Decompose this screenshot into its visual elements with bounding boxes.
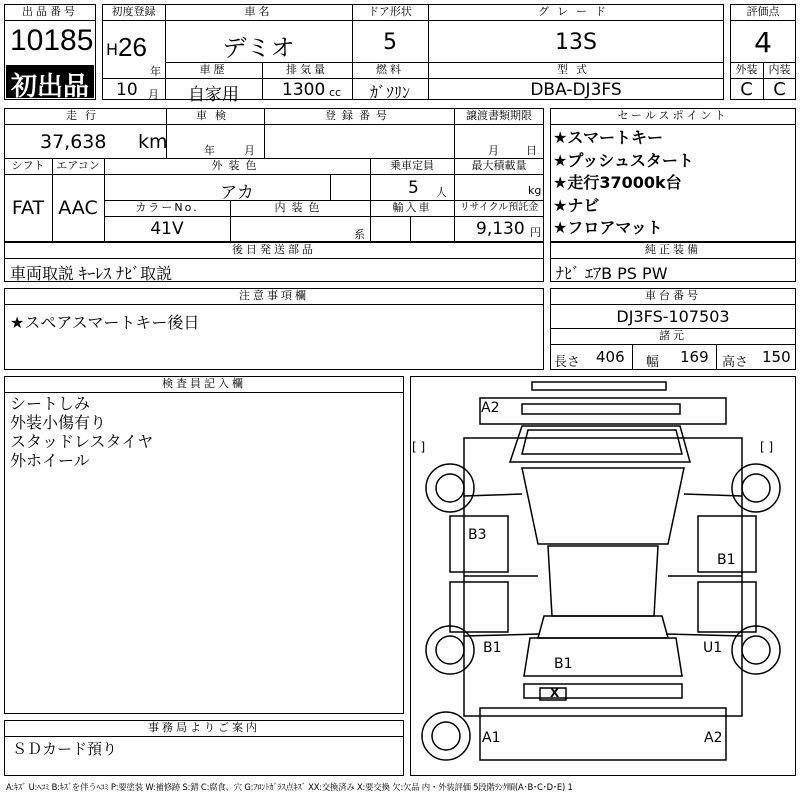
mark-x: X [550,686,560,700]
office-text: ＳＤカード預り [12,740,118,758]
hood [510,426,690,462]
kg-unit: kg [528,184,542,197]
import-label: 輸入車 [392,201,432,214]
inspector-note: 外ホイール [10,451,90,470]
right-rear-tire [732,626,780,674]
door-label: ドア形状 [368,5,412,18]
length-label: 長さ [554,355,581,370]
sales-points-list [553,127,694,240]
history-label: 車歴 [199,63,228,76]
height-value: 150 [762,348,791,366]
front-grille [522,404,680,414]
year-unit: 年 [150,65,161,78]
color-no-value: 41V [150,219,184,239]
capacity-value: 5 [408,178,419,198]
inspection-month-unit: 月 [244,144,255,157]
exterior-value: C [740,79,753,100]
km-unit: km [138,131,168,153]
interior-label: 内装 [768,63,791,76]
cabin [548,546,658,616]
displacement-value: 1300 [282,80,326,100]
transfer-day-unit: 日 [526,144,537,157]
fuel-label: 燃料 [376,63,404,76]
reg-no-label: 登録番号 [325,109,393,122]
inspector-notes [10,394,153,470]
car-name-label: 車名 [244,5,273,18]
inspector-label: 検査員記入欄 [162,377,246,390]
grade-value: 13S [555,30,597,55]
inspector-note: 外装小傷有り [10,413,107,432]
model-label: 型式 [557,63,595,76]
length-value: 406 [596,348,625,366]
spec-box [4,108,544,242]
sales-point-item: ★ナビ [553,195,600,215]
inspector-note: シートしみ [10,394,91,413]
shift-value: FAT [11,197,45,219]
mileage-value: 37,638 [40,131,107,153]
transfer-month-unit: 月 [488,144,499,157]
caution-label: 注意事項欄 [239,289,309,302]
car-diagram [410,376,796,776]
left-rear-door [450,582,508,632]
load-label: 最大積載量 [471,159,527,172]
equipment-text: ﾅﾋﾞ ｴｱB PS PW [556,264,668,283]
chassis-text: DJ3FS-107503 [616,307,730,326]
mark-b1-center: B1 [554,656,573,672]
width-label: 幅 [646,355,660,370]
left-front-wheel [436,474,464,502]
office-label: 事務局よりご案内 [148,721,260,734]
displacement-label: 排気量 [286,63,328,76]
later-parts-text: 車両取説 ｷｰﾚｽ ﾅﾋﾞ取説 [10,264,173,283]
sales-point-item: ★スマートキー [553,128,664,147]
sales-point-item: ★プッシュスタート [553,150,694,170]
mark-a1: A1 [482,730,501,746]
spare-tire [422,712,470,760]
mark-u1: U1 [703,640,723,656]
mark-b1-right: B1 [717,552,736,568]
kei-unit: 系 [354,228,365,241]
int-color-label: 内装色 [274,201,326,214]
car-name: デミオ [222,34,295,62]
sales-point-item: ★フロアマット [553,218,663,237]
grade-label: グレード [538,5,614,18]
ac-label: エアコン [56,159,100,172]
person-unit: 人 [436,186,447,199]
transfer-label: 譲渡書類期限 [466,109,532,122]
yen-unit: 円 [530,226,541,239]
lot-number-label: 出品番号 [22,5,78,18]
mileage-label: 走行 [66,109,104,122]
exterior-label: 外装 [735,63,758,76]
recycle-label: リサイクル預託金 [459,202,539,213]
front-bumper [480,398,726,424]
mark-a2-top: A2 [481,400,500,416]
rear-bumper [524,684,682,698]
chassis-label: 車台番号 [645,289,701,302]
trunk [524,638,682,676]
door-value: 5 [383,30,397,55]
left-rear-wheel [436,636,464,664]
legend-text: A:ｷｽﾞ U:ﾍｺﾐ B:ｷｽﾞを伴うﾍｺﾐ P:要塗装 W:補修跡 S:錆 C:腐食、穴 G:ﾌﾛﾝﾄｶﾞﾗｽ点ｷｽﾞ XX:交換済み X:要交換 欠:欠品 内・外装評価 5段階ﾗﾝｸ順(A･B･C･D･E) 1 [6,782,573,792]
left-front-tire [426,464,474,512]
color-no-label: カラーNo. [135,201,199,214]
width-value: 169 [680,348,709,366]
rear-window [538,616,668,638]
sales-point-item: ★走行37000k台 [553,173,682,192]
reg-era: H [106,40,119,59]
caution-text: ★スペアスマートキー後日 [10,313,200,332]
dims-label: 諸元 [659,329,687,342]
reg-month: 10 [116,80,138,100]
roof-rail-top [532,382,666,390]
color-label: 外装色 [211,159,263,172]
left-front-door [450,516,508,572]
first-listing-text: 初出品 [10,72,89,102]
roof [522,468,684,544]
ac-value: AAC [58,197,98,219]
windshield [522,430,682,454]
bracket-left: [ ] [412,440,426,454]
right-rear-wheel [742,636,770,664]
left-rear-tire [426,626,474,674]
inspector-note: スタッドレスタイヤ [10,432,154,451]
shift-label: シフト [11,159,45,172]
month-unit: 月 [148,88,159,101]
right-front-wheel [742,474,770,502]
score-value: 4 [754,26,772,59]
score-label: 評価点 [746,5,780,18]
equipment-label: 純正装備 [645,243,701,256]
car-body-outline [464,438,742,716]
right-front-tire [732,464,780,512]
mark-b3: B3 [468,527,487,543]
capacity-label: 乗車定員 [390,159,434,172]
bracket-right: [ ] [760,440,774,454]
reg-label: 初度登録 [111,5,156,18]
spare-wheel [432,722,460,750]
history-value: 自家用 [188,85,239,105]
interior-value: C [773,79,786,100]
recycle-value: 9,130 [476,219,525,239]
mark-a2-bottom: A2 [704,730,723,746]
model-value: DBA-DJ3FS [530,80,622,100]
lot-number: 10185 [10,24,94,57]
later-parts-label: 後日発送部品 [232,243,316,256]
right-rear-door [698,582,756,632]
sales-points-label: セールスポイント [617,109,729,122]
height-label: 高さ [722,355,749,370]
cc-unit: cc [329,86,342,99]
fuel-value: ｶﾞｿﾘﾝ [369,83,410,102]
color-value: アカ [220,183,254,203]
inspection-year-unit: 年 [204,144,215,157]
reg-year: 26 [118,32,147,62]
inspection-label: 車検 [196,109,234,122]
mark-b1-left: B1 [483,640,502,656]
